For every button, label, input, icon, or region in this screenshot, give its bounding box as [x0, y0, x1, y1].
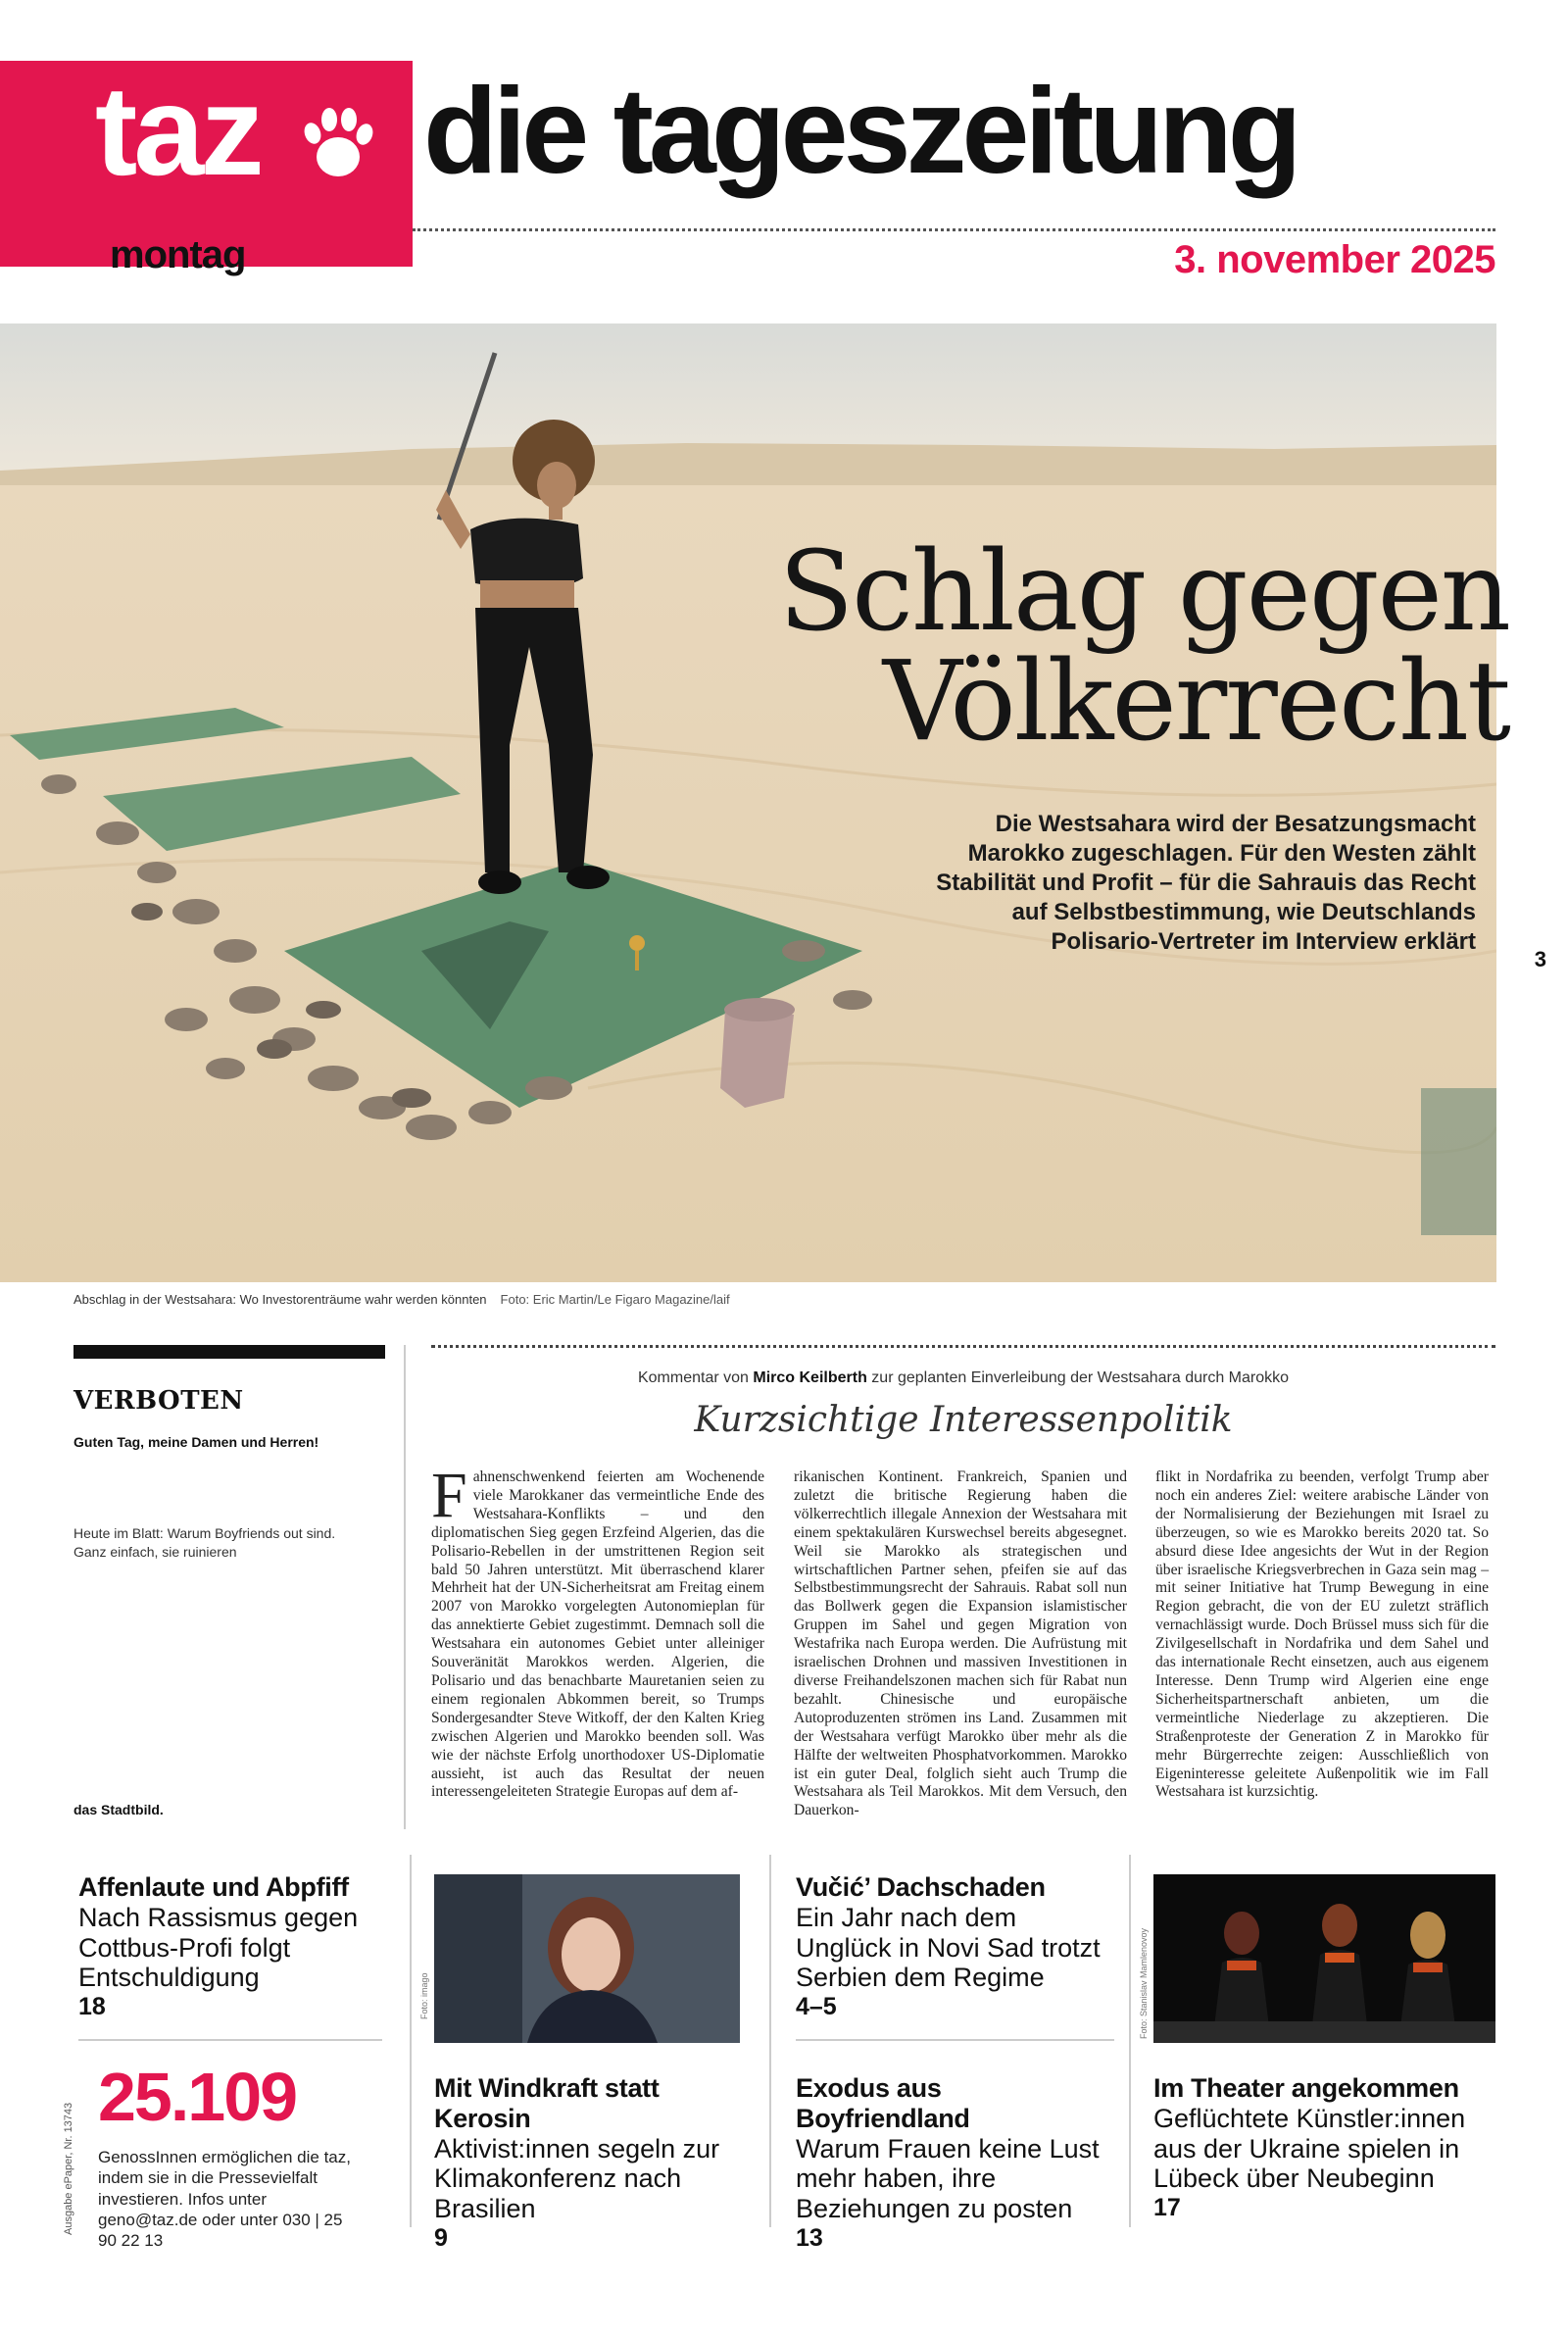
teaser-title: Mit Windkraft statt Kerosin — [434, 2073, 660, 2133]
theater-photo — [1153, 1874, 1495, 2043]
teaser-body: Warum Frauen keine Lust mehr haben, ihre Beziehungen zu posten — [796, 2133, 1100, 2224]
teaser-page: 13 — [796, 2223, 823, 2252]
lead-photo[interactable] — [0, 323, 1496, 1282]
column-divider — [404, 1345, 406, 1829]
masthead-divider — [413, 228, 1495, 231]
sidebar-greeting: Guten Tag, meine Damen und Herren! — [74, 1434, 319, 1450]
lead-teaser-text: Die Westsahara wird der Besatzungsmacht Marokko zugeschlagen. Für den Westen zählt Stabilität und Profit – für die Sahrauis das Recht auf Selbstbestimmung, wie Deutschlands Polisario-Vertreter im Interview erklärt — [936, 811, 1476, 955]
teaser-title: Im Theater angekommen — [1153, 2073, 1459, 2103]
teaser-body: Aktivist:innen segeln zur Klimakonferenz nach Brasilien — [434, 2133, 720, 2224]
teaser-photo-windkraft[interactable] — [434, 1874, 740, 2043]
teaser-title: Vučić’ Dachschaden — [796, 1872, 1046, 1902]
drop-cap: F — [431, 1460, 467, 1531]
member-count: 25.109 — [98, 2059, 297, 2135]
teaser-divider — [1129, 1855, 1131, 2227]
teaser-separator — [78, 2039, 382, 2041]
photo-credit-theater: Foto: Stanislav Mamlenovoy — [1139, 1927, 1149, 2039]
teaser-title: Affenlaute und Abpfiff — [78, 1872, 349, 1902]
sidebar-title: VERBOTEN — [74, 1386, 244, 1416]
teaser-page: 4–5 — [796, 1993, 837, 2021]
caption-credit: Foto: Eric Martin/Le Figaro Magazine/laif — [500, 1292, 730, 1307]
teaser-page: 18 — [78, 1993, 106, 2021]
member-count-text: GenossInnen ermöglichen die taz, indem sie in die Pressevielfalt investieren. Infos unter geno@taz.de oder unter 030 | 25 90 22 13 — [98, 2148, 351, 2250]
issue-date: 3. november 2025 — [1174, 238, 1495, 281]
teaser-divider — [769, 1855, 771, 2227]
teaser-exodus[interactable] — [796, 2073, 1119, 2253]
caption-text: Abschlag in der Westsahara: Wo Investorenträume wahr werden könnten — [74, 1292, 487, 1307]
lead-headline[interactable]: Schlag gegen Völkerrecht — [778, 528, 1509, 766]
teaser-theater[interactable] — [1153, 2073, 1492, 2222]
teaser-title: Exodus aus Boyfriendland — [796, 2073, 970, 2133]
comment-column-3: flikt in Nordafrika zu beenden, verfolgt Trump aber noch ein anderes Ziel: weitere arabische Länder von der Normalisierung der Beziehungen mit Israel zu überzeugen, so wie es Marokko bereits 2020 tat. So absurd diese Idee angesichts der Wut in der Region über israelische Kriegsverbrechen in Gaza sein mag – mit seiner Initiative hat Trump Bewegung in eine Region gebracht, die von der EU zuletzt sträflich vernachlässigt wurde. Doch Brüssel muss sich für die Zivilgesellschaft in Nordafrika und dem Sahel und das internationale Recht einsetzen, auch aus eigenem Interesse. Denn Trump wird Algerien eine enge Sicherheitspartnerschaft anbieten, um die vermeintliche Niederlage zu akzeptieren. Die Straßenproteste der Generation Z in Marokko für mehr Bürgerrechte zeigen: Ausschließlich von Eigeninteresse geleitete Außenpolitik wie im Fall Westsahara ist kurzsichtig. — [1155, 1468, 1489, 1801]
teaser-page: 17 — [1153, 2194, 1181, 2222]
teaser-body: Geflüchtete Künstler:innen aus der Ukraine spielen in Lübeck über Neubeginn — [1153, 2103, 1466, 2194]
kicker-suffix: zur geplanten Einverleibung der Westsahara durch Marokko — [871, 1369, 1290, 1386]
weekday-label: montag — [110, 233, 246, 276]
comment-kicker — [431, 1369, 1495, 1387]
teaser-vucic[interactable] — [796, 1872, 1119, 2021]
teaser-photo-theater[interactable] — [1153, 1874, 1495, 2043]
desert-golf-illustration — [0, 323, 1496, 1282]
sidebar-top-bar — [74, 1345, 385, 1359]
portrait-photo — [434, 1874, 740, 2043]
comment-title[interactable]: Kurzsichtige Interessenpolitik — [694, 1400, 1233, 1440]
edition-number: Ausgabe ePaper, Nr. 13743 — [63, 2102, 74, 2235]
sidebar-text: Heute im Blatt: Warum Boyfriends out sind. Ganz einfach, sie ruinieren — [74, 1525, 336, 1560]
paw-logo-icon — [299, 98, 377, 186]
photo-caption — [74, 1292, 730, 1307]
newspaper-title: die tageszeitung — [423, 64, 1298, 199]
comment-column-2: rikanischen Kontinent. Frankreich, Spanien und zuletzt die britische Regierung haben die völkerrechtlich illegale Annexion der Westsahara mit einem spektakulären Kurswechsel bereits abgesegnet. Weil sie Marokko als strategischen und wirtschaftlichen Partner sehen, pfeifen sie auf das Selbstbestimmungsrecht der Sahrauis. Rabat soll nun das Bollwerk gegen die Expansion islamistischer Gruppen im Sahel und gegen Migration von Westafrika nach Europa werden. Die Aufrüstung mit israelischen Drohnen und massiven Investitionen in diverse Freihandelszonen machen sich für Rabat nun bezahlt. Chinesische und europäische Autoproduzenten strömen ins Land. Zusammen mit der Westsahara verfügt Marokko über mehr als die Hälfte der weltweiten Phosphatvorkommen. Marokko ist ein guter Deal, folglich sieht auch Trump die Westsahara als Teil Marokkos. Mit dem Versuch, den Dauerkon- — [794, 1468, 1127, 1819]
photo-credit-windkraft: Foto: imago — [419, 1972, 429, 2019]
comment-top-rule — [431, 1345, 1495, 1348]
comment-column-1 — [431, 1460, 764, 1802]
lead-page-number[interactable]: 3 — [1534, 947, 1546, 971]
teaser-body: Nach Rassismus gegen Cottbus-Profi folgt Entschuldigung — [78, 1902, 359, 1993]
taz-logo[interactable]: taz — [95, 59, 261, 202]
teaser-separator — [796, 2039, 1114, 2041]
teaser-affenlaute[interactable] — [78, 1872, 397, 2021]
comment-author[interactable]: Mirco Keilberth — [753, 1369, 867, 1386]
column-1-text: ahnenschwenkend feierten am Wochenende viele Marokkaner das vermeintliche Ende des Westsahara-Konflikts – und den diplomatischen Sieg gegen Erzfeind Algerien, das die Polisario-Rebellen in der umstrittenen Region seit bald 50 Jahren unterstützt. Mit überraschend klarer Mehrheit hat der UN-Sicherheitsrat am Freitag einem 2007 von Marokko vorgelegten Autonomieplan für das annektierte Gebiet zugestimmt. Demnach soll die Westsahara ein autonomes Gebiet unter alleiniger Souveränität Marokkos werden. Algerien, die Polisario und das benachbarte Mauretanien seien zu einem regionalen Abkommen bereit, so Trumps Sondergesandter Steve Witkoff, der den Kalten Krieg zwischen Algerien und Marokko beenden soll. Was wie der nächste Erfolg unorthodoxer US-Diplomatie aussieht, ist auch das Resultat der neuen interessengeleiteten Strategie Europas auf dem af- — [431, 1468, 764, 1801]
teaser-page: 9 — [434, 2223, 448, 2252]
teaser-divider — [410, 1855, 412, 2227]
teaser-windkraft[interactable] — [434, 2073, 748, 2253]
sidebar-end: das Stadtbild. — [74, 1802, 164, 1817]
kicker-prefix: Kommentar von — [637, 1369, 749, 1386]
teaser-body: Ein Jahr nach dem Unglück in Novi Sad trotzt Serbien dem Regime — [796, 1902, 1101, 1993]
